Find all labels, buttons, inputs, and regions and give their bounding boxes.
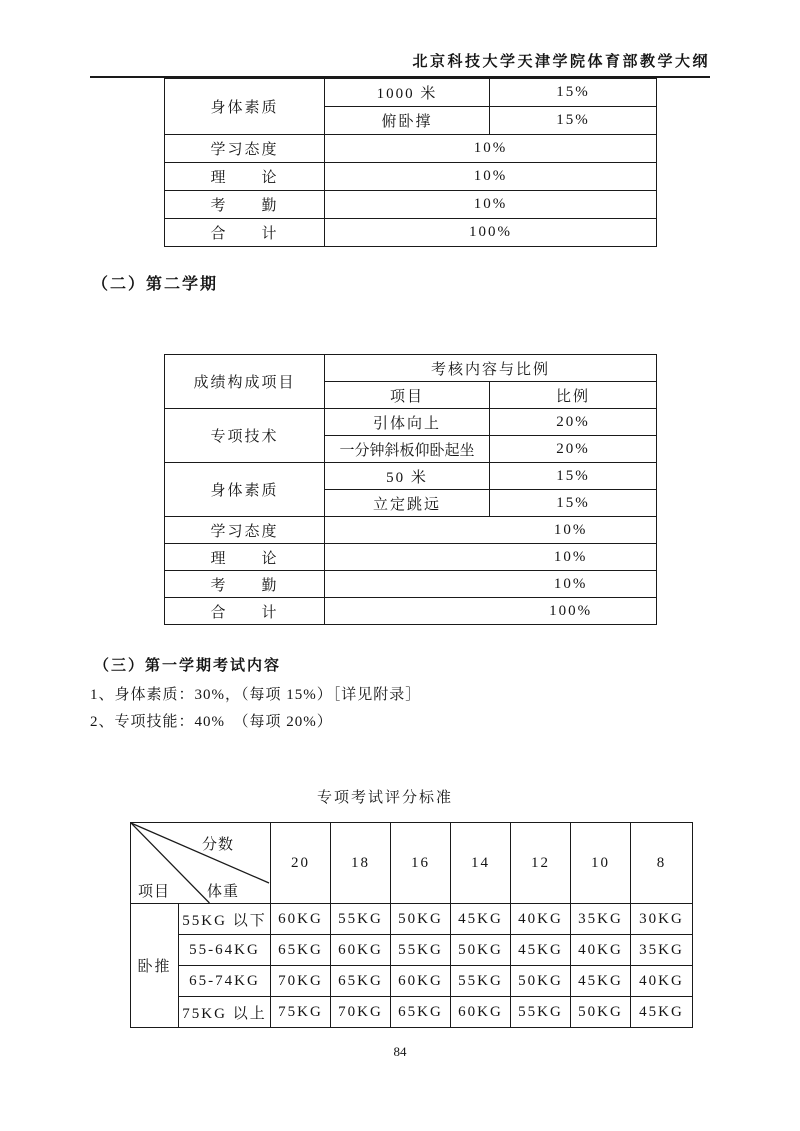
category-cell: 专项技术: [165, 409, 325, 463]
ratio-value: 10%: [553, 521, 588, 538]
table-row: [165, 409, 657, 436]
score-cell: 45KG: [451, 904, 511, 935]
ratio-cell: [325, 517, 657, 544]
item-cell: 引体向上: [325, 409, 490, 436]
table-row: [165, 598, 657, 625]
scoring-standard-table: [130, 822, 693, 1028]
page-number: 84: [393, 1044, 407, 1059]
item-cell: 一分钟斜板仰卧起坐: [325, 436, 490, 463]
ratio-cell: 10%: [325, 163, 657, 191]
ratio-cell: 15%: [490, 107, 657, 135]
table-row: [165, 191, 657, 219]
ratio-cell: 10%: [325, 191, 657, 219]
scoring-row: [131, 935, 693, 966]
category-cell: 合 计: [165, 598, 325, 625]
score-cell: 35KG: [631, 935, 693, 966]
score-col-header: 18: [331, 823, 391, 904]
score-cell: 60KG: [331, 935, 391, 966]
semester2-grade-table: [164, 354, 657, 625]
score-cell: 40KG: [511, 904, 571, 935]
score-cell: 40KG: [631, 966, 693, 997]
score-cell: 55KG: [331, 904, 391, 935]
header-cell: 项目: [325, 382, 490, 409]
score-col-header: 14: [451, 823, 511, 904]
item-cell: 立定跳远: [325, 490, 490, 517]
exam-content-line1: 1、身体素质：30%，（每项 15%）［详见附录］: [90, 687, 422, 703]
score-cell: 60KG: [451, 997, 511, 1028]
table-row: [165, 571, 657, 598]
category-cell: 学习态度: [165, 517, 325, 544]
corner-item-label: 项目: [138, 884, 171, 900]
table-row: [165, 79, 657, 107]
scoring-row: [131, 997, 693, 1028]
score-cell: 50KG: [451, 935, 511, 966]
category-cell: 学习态度: [165, 135, 325, 163]
scoring-row: [131, 904, 693, 935]
score-cell: 50KG: [571, 997, 631, 1028]
score-cell: 70KG: [331, 997, 391, 1028]
score-col-header: 16: [391, 823, 451, 904]
score-col-header: 10: [571, 823, 631, 904]
section-heading-semester2: （二）第二学期: [92, 276, 219, 293]
category-cell: 考 勤: [165, 191, 325, 219]
diagonal-header-cell: [131, 823, 271, 904]
score-cell: 60KG: [271, 904, 331, 935]
ratio-cell: [325, 598, 657, 625]
weight-class-cell: 55-64KG: [179, 935, 271, 966]
ratio-cell: 100%: [325, 219, 657, 247]
weight-class-cell: 55KG 以下: [179, 904, 271, 935]
weight-class-cell: 75KG 以上: [179, 997, 271, 1028]
table-row: [165, 355, 657, 382]
table-row: [165, 463, 657, 490]
score-col-header: 8: [631, 823, 693, 904]
category-cell: 身体素质: [165, 463, 325, 517]
ratio-cell: 20%: [490, 436, 657, 463]
ratio-value: 10%: [553, 548, 588, 565]
score-cell: 45KG: [571, 966, 631, 997]
score-cell: 65KG: [271, 935, 331, 966]
score-cell: 70KG: [271, 966, 331, 997]
category-cell: 理 论: [165, 544, 325, 571]
header-cell: 比例: [490, 382, 657, 409]
weight-class-cell: 65-74KG: [179, 966, 271, 997]
ratio-value: 100%: [549, 602, 593, 619]
score-cell: 50KG: [391, 904, 451, 935]
item-cell: 俯卧撑: [325, 107, 490, 135]
category-cell: 理 论: [165, 163, 325, 191]
section-heading-exam-content: （三）第一学期考试内容: [94, 658, 282, 674]
ratio-cell: 15%: [490, 463, 657, 490]
ratio-cell: 15%: [490, 79, 657, 107]
score-cell: 65KG: [331, 966, 391, 997]
score-cell: 55KG: [451, 966, 511, 997]
document-header: [90, 50, 710, 71]
score-col-header: 20: [271, 823, 331, 904]
corner-weight-label: 体重: [207, 884, 240, 900]
ratio-cell: 15%: [490, 490, 657, 517]
table-row: [165, 219, 657, 247]
item-cell: 50 米: [325, 463, 490, 490]
corner-score-label: 分数: [202, 837, 235, 853]
score-cell: 75KG: [271, 997, 331, 1028]
semester1-grade-table: [164, 78, 657, 247]
ratio-value: 10%: [553, 575, 588, 592]
item-cell: 1000 米: [325, 79, 490, 107]
header-cell: 成绩构成项目: [165, 355, 325, 409]
category-cell: 考 勤: [165, 571, 325, 598]
table-row: [165, 517, 657, 544]
category-cell: 身体素质: [165, 79, 325, 135]
score-col-header: 12: [511, 823, 571, 904]
event-cell: 卧推: [131, 904, 179, 1028]
score-cell: 45KG: [631, 997, 693, 1028]
score-cell: 30KG: [631, 904, 693, 935]
scoring-row: [131, 966, 693, 997]
scoring-header-row: [131, 823, 693, 904]
table-row: [165, 135, 657, 163]
score-cell: 55KG: [391, 935, 451, 966]
score-cell: 35KG: [571, 904, 631, 935]
scoring-table-title: 专项考试评分标准: [316, 790, 453, 806]
ratio-cell: 10%: [325, 135, 657, 163]
score-cell: 45KG: [511, 935, 571, 966]
header-title: 北京科技大学天津学院体育部教学大纲: [412, 54, 710, 70]
score-cell: 65KG: [391, 997, 451, 1028]
table-row: [165, 544, 657, 571]
ratio-cell: [325, 571, 657, 598]
table-row: [165, 163, 657, 191]
exam-content-line2: 2、专项技能：40% （每项 20%）: [90, 714, 333, 730]
ratio-cell: [325, 544, 657, 571]
header-cell: 考核内容与比例: [325, 355, 657, 382]
category-cell: 合 计: [165, 219, 325, 247]
score-cell: 50KG: [511, 966, 571, 997]
ratio-cell: 20%: [490, 409, 657, 436]
score-cell: 60KG: [391, 966, 451, 997]
score-cell: 55KG: [511, 997, 571, 1028]
score-cell: 40KG: [571, 935, 631, 966]
